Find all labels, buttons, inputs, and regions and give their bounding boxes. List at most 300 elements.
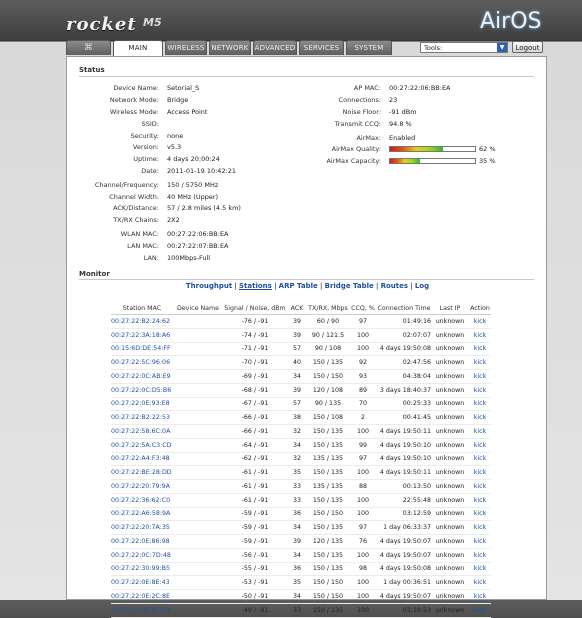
tab-wireless[interactable]: WIRELESS [165, 40, 207, 55]
lan-mac-label: LAN MAC: [127, 242, 159, 250]
last-ip: unknown [431, 521, 469, 535]
ccq: 97 [349, 521, 377, 535]
connection-time: 22:55:48 [377, 493, 431, 507]
station-mac[interactable]: 00:27:22:0E:8E:43 [111, 576, 173, 590]
col-txrx[interactable]: TX/RX, Mbps [307, 303, 349, 315]
lan-label: LAN: [143, 254, 159, 262]
ack: 39 [287, 328, 307, 342]
connection-time: 00:25:33 [377, 397, 431, 411]
noise-floor-value: -91 dBm [389, 108, 417, 116]
table-row [111, 342, 491, 356]
signal-noise: -68 / -91 [223, 383, 287, 397]
kick-link[interactable]: kick [469, 356, 491, 370]
last-ip: unknown [431, 438, 469, 452]
ccq: 100 [349, 342, 377, 356]
station-mac[interactable]: 00:27:22:B2:24:62 [111, 315, 173, 329]
ubnt-icon: ⌘ [83, 43, 94, 53]
txrx: 120 / 108 [307, 383, 349, 397]
station-mac[interactable]: 00:27:22:A4:F3:48 [111, 452, 173, 466]
table-row [111, 425, 491, 439]
kick-link[interactable]: kick [469, 425, 491, 439]
connection-time: 4 days 19:50:07 [377, 535, 431, 549]
airmax-value: Enabled [389, 134, 416, 142]
table-row [111, 356, 491, 370]
last-ip: unknown [431, 548, 469, 562]
ccq: 100 [349, 507, 377, 521]
station-mac[interactable]: 00:27:22:30:99:B5 [111, 562, 173, 576]
airmax-quality-label: AirMax Quality: [331, 145, 381, 153]
kick-link[interactable]: kick [469, 370, 491, 384]
signal-noise: -64 / -91 [223, 438, 287, 452]
kick-link[interactable]: kick [469, 535, 491, 549]
transmit-ccq-value: 94.8 % [389, 120, 412, 128]
device-name [173, 548, 223, 562]
table-row [111, 590, 491, 604]
kick-link[interactable]: kick [469, 507, 491, 521]
kick-link[interactable]: kick [469, 548, 491, 562]
connection-time: 4 days 19:50:07 [377, 590, 431, 604]
ack: 34 [287, 438, 307, 452]
stations-table [111, 303, 491, 618]
device-name [173, 438, 223, 452]
table-row [111, 507, 491, 521]
link-separator: | [271, 282, 279, 290]
ccq: 100 [349, 576, 377, 590]
signal-noise: -70 / -91 [223, 356, 287, 370]
last-ip: unknown [431, 466, 469, 480]
signal-noise: -67 / -91 [223, 397, 287, 411]
airos-logo: AirOS [480, 9, 542, 34]
ack: 34 [287, 521, 307, 535]
ccq: 99 [349, 438, 377, 452]
lan-value: 100Mbps-Full [167, 254, 211, 262]
col-connection-time[interactable]: Connection Time [377, 303, 431, 315]
ccq: 97 [349, 315, 377, 329]
txrx: 150 / 150 [307, 576, 349, 590]
kick-link[interactable]: kick [469, 328, 491, 342]
device-name [173, 315, 223, 329]
uptime-label: Uptime: [133, 155, 159, 163]
airmax-label: AirMax: [356, 134, 381, 142]
device-name [173, 521, 223, 535]
kick-link[interactable]: kick [469, 342, 491, 356]
station-mac[interactable]: 00:27:22:20:7A:35 [111, 521, 173, 535]
ack: 32 [287, 452, 307, 466]
table-row [111, 576, 491, 590]
col-ack[interactable]: ACK [287, 303, 307, 315]
station-mac[interactable]: 00:27:22:0E:2C:8E [111, 590, 173, 604]
signal-noise: -53 / -91 [223, 576, 287, 590]
txrx: 60 / 90 [307, 315, 349, 329]
ccq: 100 [349, 425, 377, 439]
link-separator: | [408, 282, 415, 290]
wireless-mode-label: Wireless Mode: [109, 108, 159, 116]
airmax-capacity-label: AirMax Capacity: [326, 157, 381, 165]
table-row [111, 535, 491, 549]
monitor-link-stations[interactable]: Stations [239, 282, 272, 290]
connection-time: 04:38:04 [377, 370, 431, 384]
security-label: Security: [130, 132, 159, 140]
chevron-down-icon: ▼ [497, 43, 507, 52]
station-mac[interactable]: 00:27:22:5C:96:06 [111, 356, 173, 370]
version-value: v5.3 [167, 143, 182, 151]
device-name [173, 342, 223, 356]
tab-system[interactable]: SYSTEM [346, 40, 392, 55]
kick-link[interactable]: kick [469, 466, 491, 480]
txrx: 150 / 150 [307, 507, 349, 521]
signal-noise: -56 / -91 [223, 548, 287, 562]
connection-time: 4 days 19:50:10 [377, 452, 431, 466]
monitor-link-routes[interactable]: Routes [380, 282, 409, 290]
noise-floor-label: Noise Floor: [342, 108, 381, 116]
device-name [173, 603, 223, 617]
station-mac[interactable]: 00:27:22:20:79:9A [111, 480, 173, 494]
kick-link[interactable]: kick [469, 383, 491, 397]
network-mode-value: Bridge [167, 96, 189, 104]
tools-select-label: Tools: [424, 44, 443, 52]
device-name [173, 507, 223, 521]
connection-time: 00:41:45 [377, 411, 431, 425]
device-name [173, 383, 223, 397]
ssid-label: SSID: [141, 120, 159, 128]
signal-noise: -49 / -91 [223, 603, 287, 617]
device-name [173, 411, 223, 425]
model-logo: M5 [143, 16, 162, 29]
device-name [173, 370, 223, 384]
txrx: 90 / 135 [307, 397, 349, 411]
last-ip: unknown [431, 562, 469, 576]
col-device-name[interactable]: Device Name [173, 303, 223, 315]
connections-value: 23 [389, 96, 398, 104]
status-title: Status [79, 66, 105, 74]
airmax-quality-bar [389, 146, 476, 152]
date-label: Date: [141, 167, 159, 175]
ack: 35 [287, 576, 307, 590]
link-separator: | [317, 282, 325, 290]
ack: 33 [287, 480, 307, 494]
logout-button[interactable]: Logout [512, 41, 543, 53]
signal-noise: -50 / -91 [223, 590, 287, 604]
connection-time: 4 days 19:50:08 [377, 562, 431, 576]
airmax-capacity-bar [389, 158, 476, 164]
txrx: 150 / 135 [307, 603, 349, 617]
signal-noise: -69 / -91 [223, 370, 287, 384]
ccq: 100 [349, 590, 377, 604]
station-mac[interactable]: 00:27:22:0E:86:98 [111, 535, 173, 549]
txrx: 120 / 135 [307, 535, 349, 549]
connection-time: 4 days 19:50:07 [377, 548, 431, 562]
connection-time: 4 days 19:50:08 [377, 342, 431, 356]
tab-advanced[interactable]: ADVANCED [253, 40, 297, 55]
status-divider [79, 76, 534, 77]
connection-time: 3 days 18:40:37 [377, 383, 431, 397]
txrx: 150 / 108 [307, 411, 349, 425]
signal-noise: -66 / -91 [223, 411, 287, 425]
signal-noise: -59 / -91 [223, 535, 287, 549]
ccq: 89 [349, 383, 377, 397]
ack-distance-label: ACK/Distance: [113, 204, 159, 212]
station-mac[interactable]: 00:27:22:A6:58:9A [111, 507, 173, 521]
date-value: 2011-01-19 10:42:21 [167, 167, 237, 175]
ccq: 88 [349, 480, 377, 494]
table-row [111, 397, 491, 411]
connection-time: 1 day 06:33:37 [377, 521, 431, 535]
connection-time: 1 day 00:36:51 [377, 576, 431, 590]
ccq: 93 [349, 370, 377, 384]
ccq: 100 [349, 466, 377, 480]
ack: 57 [287, 397, 307, 411]
airmax-quality-value: 62 % [479, 145, 496, 153]
kick-link[interactable]: kick [469, 562, 491, 576]
txrx-chains-value: 2X2 [167, 216, 180, 224]
station-mac[interactable]: 00:27:22:0C:7D:48 [111, 548, 173, 562]
device-name [173, 356, 223, 370]
signal-noise: -59 / -91 [223, 521, 287, 535]
table-row [111, 328, 491, 342]
device-name [173, 466, 223, 480]
ack: 33 [287, 603, 307, 617]
device-name [173, 576, 223, 590]
monitor-link-bridge-table[interactable]: Bridge Table [324, 282, 374, 290]
ack: 36 [287, 562, 307, 576]
station-mac[interactable]: 00:27:22:0E:93:E8 [111, 397, 173, 411]
table-row [111, 383, 491, 397]
txrx: 150 / 135 [307, 438, 349, 452]
col-action: Action [469, 303, 491, 315]
tab-main[interactable]: MAIN [113, 40, 163, 56]
monitor-links [67, 282, 548, 290]
connections-label: Connections: [338, 96, 381, 104]
col-ccq[interactable]: CCQ, % [349, 303, 377, 315]
txrx: 150 / 135 [307, 493, 349, 507]
signal-noise: -66 / -91 [223, 425, 287, 439]
tab-ubnt-logo[interactable] [66, 40, 111, 55]
table-row [111, 548, 491, 562]
wireless-mode-value: Access Point [167, 108, 208, 116]
kick-link[interactable]: kick [469, 315, 491, 329]
kick-link[interactable]: kick [469, 603, 491, 617]
txrx: 150 / 135 [307, 521, 349, 535]
last-ip: unknown [431, 480, 469, 494]
device-name [173, 562, 223, 576]
table-row [111, 480, 491, 494]
last-ip: unknown [431, 370, 469, 384]
txrx: 150 / 135 [307, 466, 349, 480]
table-row [111, 411, 491, 425]
tab-services[interactable]: SERVICES [299, 40, 344, 55]
kick-link[interactable]: kick [469, 397, 491, 411]
transmit-ccq-label: Transmit CCQ: [334, 120, 381, 128]
txrx: 90 / 121.5 [307, 328, 349, 342]
col-signal-noise[interactable]: Signal / Noise, dBm [223, 303, 287, 315]
ack: 32 [287, 425, 307, 439]
device-name [173, 590, 223, 604]
ack-distance-value: 57 / 2.8 miles (4.5 km) [167, 204, 241, 212]
airmax-quality-fill [390, 147, 443, 151]
station-mac[interactable]: 00:27:22:0C:D5:B6 [111, 383, 173, 397]
device-name-value: Setorial_S [167, 84, 200, 92]
ap-mac-value: 00:27:22:06:BB:EA [389, 84, 451, 92]
link-separator: | [373, 282, 381, 290]
table-row [111, 521, 491, 535]
signal-noise: -61 / -91 [223, 466, 287, 480]
version-label: Version: [132, 143, 159, 151]
wlan-mac-value: 00:27:22:06:BB:EA [167, 230, 229, 238]
ccq: 100 [349, 603, 377, 617]
device-name [173, 397, 223, 411]
kick-link[interactable]: kick [469, 411, 491, 425]
ack: 34 [287, 370, 307, 384]
txrx: 150 / 135 [307, 562, 349, 576]
link-separator: | [232, 282, 240, 290]
col-last-ip[interactable]: Last IP [431, 303, 469, 315]
station-mac[interactable]: 00:27:22:5A:C3:CD [111, 438, 173, 452]
ccq: 100 [349, 328, 377, 342]
monitor-link-arp-table[interactable]: ARP Table [278, 282, 318, 290]
ccq: 98 [349, 562, 377, 576]
station-mac[interactable]: 00:27:22:0E:97:FB [111, 603, 173, 617]
ack: 34 [287, 590, 307, 604]
connection-time: 4 days 19:50:11 [377, 466, 431, 480]
ccq: 92 [349, 356, 377, 370]
ack: 39 [287, 535, 307, 549]
connection-time: 03:10:53 [377, 603, 431, 617]
last-ip: unknown [431, 493, 469, 507]
last-ip: unknown [431, 397, 469, 411]
station-mac[interactable]: 00:27:22:58:6C:0A [111, 425, 173, 439]
last-ip: unknown [431, 356, 469, 370]
ack: 35 [287, 466, 307, 480]
table-row [111, 562, 491, 576]
last-ip: unknown [431, 576, 469, 590]
last-ip: unknown [431, 535, 469, 549]
last-ip: unknown [431, 328, 469, 342]
station-mac[interactable]: 00:27:22:0C:AB:E9 [111, 370, 173, 384]
last-ip: unknown [431, 603, 469, 617]
last-ip: unknown [431, 425, 469, 439]
signal-noise: -61 / -91 [223, 493, 287, 507]
ccq: 2 [349, 411, 377, 425]
device-name [173, 425, 223, 439]
main-panel [66, 56, 547, 614]
tab-network[interactable]: NETWORK [209, 40, 251, 55]
station-mac[interactable]: 00:27:22:BE:28:DD [111, 466, 173, 480]
ack: 57 [287, 342, 307, 356]
monitor-link-log[interactable]: Log [414, 282, 430, 290]
connection-time: 02:47:56 [377, 356, 431, 370]
kick-link[interactable]: kick [469, 576, 491, 590]
ack: 40 [287, 356, 307, 370]
table-row [111, 452, 491, 466]
device-name [173, 328, 223, 342]
security-value: none [167, 132, 184, 140]
station-mac[interactable]: 00:27:22:36:62:C0 [111, 493, 173, 507]
airmax-capacity-fill [390, 159, 420, 163]
station-mac[interactable]: 00:15:6D:DE:54:FF [111, 342, 173, 356]
ack: 33 [287, 493, 307, 507]
connection-time: 4 days 19:50:10 [377, 438, 431, 452]
txrx: 135 / 135 [307, 480, 349, 494]
table-row [111, 370, 491, 384]
connection-time: 03:12:59 [377, 507, 431, 521]
signal-noise: -62 / -91 [223, 452, 287, 466]
signal-noise: -61 / -91 [223, 480, 287, 494]
tools-select[interactable] [420, 42, 508, 53]
last-ip: unknown [431, 383, 469, 397]
network-mode-label: Network Mode: [109, 96, 159, 104]
device-name [173, 452, 223, 466]
device-name [173, 480, 223, 494]
table-row [111, 438, 491, 452]
last-ip: unknown [431, 411, 469, 425]
kick-link[interactable]: kick [469, 521, 491, 535]
connection-time: 02:07:07 [377, 328, 431, 342]
txrx: 135 / 135 [307, 452, 349, 466]
station-mac[interactable]: 00:27:22:B2:22:53 [111, 411, 173, 425]
last-ip: unknown [431, 342, 469, 356]
kick-link[interactable]: kick [469, 493, 491, 507]
ccq: 100 [349, 493, 377, 507]
last-ip: unknown [431, 507, 469, 521]
ack: 39 [287, 383, 307, 397]
kick-link[interactable]: kick [469, 480, 491, 494]
kick-link[interactable]: kick [469, 590, 491, 604]
monitor-link-throughput[interactable]: Throughput [185, 282, 233, 290]
device-name [173, 535, 223, 549]
uptime-value: 4 days 20:00:24 [167, 155, 220, 163]
kick-link[interactable]: kick [469, 438, 491, 452]
table-row [111, 603, 491, 617]
lan-mac-value: 00:27:22:07:BB:EA [167, 242, 229, 250]
kick-link[interactable]: kick [469, 452, 491, 466]
device-name-label: Device Name: [113, 84, 159, 92]
device-name [173, 493, 223, 507]
wlan-mac-label: WLAN MAC: [120, 230, 159, 238]
station-mac[interactable]: 00:27:22:3A:18:A6 [111, 328, 173, 342]
last-ip: unknown [431, 452, 469, 466]
ack: 39 [287, 315, 307, 329]
txrx: 90 / 108 [307, 342, 349, 356]
channel-frequency-value: 150 / 5750 MHz [167, 181, 219, 189]
connection-time: 01:49:16 [377, 315, 431, 329]
signal-noise: -74 / -91 [223, 328, 287, 342]
ccq: 100 [349, 548, 377, 562]
ack: 34 [287, 548, 307, 562]
channel-frequency-label: Channel/Frequency: [94, 181, 159, 189]
ccq: 70 [349, 397, 377, 411]
ap-mac-label: AP MAC: [353, 84, 381, 92]
txrx: 150 / 150 [307, 590, 349, 604]
signal-noise: -55 / -91 [223, 562, 287, 576]
signal-noise: -59 / -91 [223, 507, 287, 521]
table-row [111, 315, 491, 329]
rocket-logo: rocket [66, 14, 137, 35]
header [0, 0, 582, 60]
monitor-divider [79, 279, 534, 280]
monitor-title: Monitor [79, 270, 110, 278]
col-station-mac[interactable]: Station MAC [111, 303, 173, 315]
ccq: 76 [349, 535, 377, 549]
last-ip: unknown [431, 315, 469, 329]
airmax-capacity-value: 35 % [479, 157, 496, 165]
table-row [111, 466, 491, 480]
channel-width-label: Channel Width: [109, 193, 159, 201]
txrx-chains-label: TX/RX Chains: [113, 216, 159, 224]
table-row [111, 493, 491, 507]
ack: 38 [287, 411, 307, 425]
txrx: 150 / 135 [307, 356, 349, 370]
stations-body [111, 315, 491, 618]
